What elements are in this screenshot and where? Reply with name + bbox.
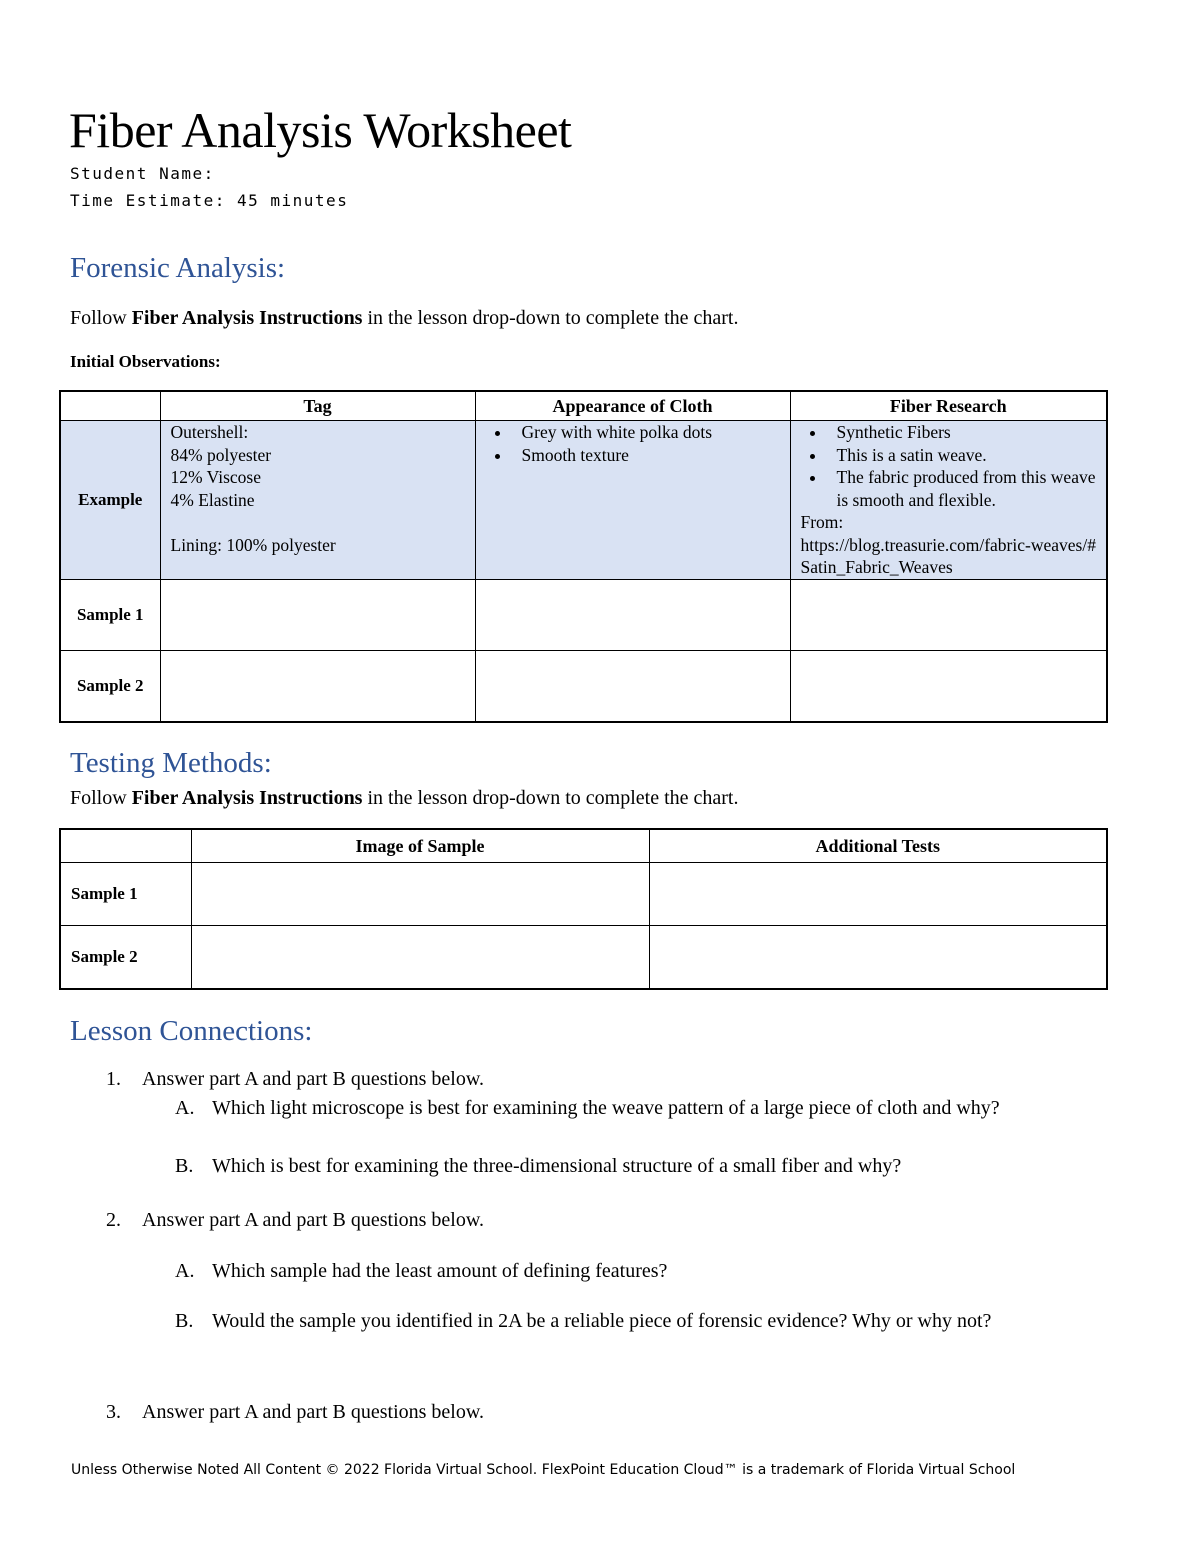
question-text: Answer part A and part B questions below. — [142, 1401, 484, 1423]
part-text: Which is best for examining the three-dimensional structure of a small fiber and why? — [212, 1155, 902, 1177]
header-additional-tests: Additional Tests — [649, 829, 1107, 863]
part-text: Which sample had the least amount of defining features? — [212, 1260, 668, 1282]
tag-line: Outershell: — [170, 422, 249, 442]
page-title: Fiber Analysis Worksheet — [69, 102, 572, 158]
question-text: Answer part A and part B questions below. — [142, 1209, 484, 1231]
test-sample-2-label: Sample 2 — [60, 926, 191, 990]
instr-suffix: in the lesson drop-down to complete the chart. — [362, 307, 739, 329]
example-tag-cell[interactable] — [160, 421, 475, 580]
sample-1-row — [60, 579, 1107, 650]
example-research-cell[interactable] — [790, 421, 1107, 580]
part-label: A. — [175, 1097, 195, 1119]
part-label: B. — [175, 1155, 194, 1177]
example-appearance-cell[interactable] — [475, 421, 790, 580]
question-text: Answer part A and part B questions below. — [142, 1068, 484, 1090]
tag-line: 84% polyester — [170, 444, 272, 465]
part-label: A. — [175, 1260, 195, 1282]
tag-line: 12% Viscose — [170, 467, 261, 487]
sample-2-label: Sample 2 — [60, 650, 160, 722]
time-estimate: Time Estimate: 45 minutes — [70, 191, 349, 210]
appearance-bullet: • Smooth texture — [512, 444, 780, 467]
lesson-connections-heading: Lesson Connections: — [70, 1015, 313, 1047]
instr-bold-link-text: Fiber Analysis Instructions — [131, 787, 363, 809]
header-image-of-sample: Image of Sample — [191, 829, 649, 863]
testing-table — [59, 828, 1108, 990]
forensic-analysis-heading: Forensic Analysis: — [70, 252, 286, 284]
sample-1-tag-cell[interactable] — [160, 579, 475, 650]
appearance-bullet: • Grey with white polka dots — [512, 421, 780, 444]
header-empty — [60, 391, 160, 421]
research-bullet: • Synthetic Fibers — [827, 421, 1097, 444]
observations-table — [59, 390, 1108, 723]
test-sample-1-row — [60, 863, 1107, 926]
tag-line: Lining: 100% polyester — [170, 534, 336, 555]
sample-1-appearance-cell[interactable] — [475, 579, 790, 650]
instr-prefix: Follow — [70, 307, 132, 329]
part-label: B. — [175, 1310, 194, 1332]
sample-1-research-cell[interactable] — [790, 579, 1107, 650]
initial-observations-label: Initial Observations: — [70, 352, 221, 371]
header-empty — [60, 829, 191, 863]
testing-instructions — [70, 786, 738, 810]
research-bullet: • This is a satin weave. — [827, 444, 1097, 467]
test-sample-2-tests-cell[interactable] — [649, 926, 1107, 990]
forensic-instructions — [70, 306, 738, 330]
example-row — [60, 421, 1107, 580]
test-sample-1-tests-cell[interactable] — [649, 863, 1107, 926]
question-number: 1. — [106, 1068, 121, 1090]
sample-2-tag-cell[interactable] — [160, 650, 475, 722]
test-sample-1-image-cell[interactable] — [191, 863, 649, 926]
tag-line — [171, 511, 465, 534]
example-label: Example — [60, 421, 160, 580]
sample-2-research-cell[interactable] — [790, 650, 1107, 722]
header-fiber-research: Fiber Research — [790, 391, 1107, 421]
question-number: 2. — [106, 1209, 121, 1231]
instr-prefix: Follow — [70, 787, 132, 809]
part-text: Which light microscope is best for examining the weave pattern of a large piece of cloth and why? — [212, 1097, 1000, 1119]
test-sample-2-row — [60, 926, 1107, 990]
sample-1-label: Sample 1 — [60, 579, 160, 650]
source-url: https://blog.treasurie.com/fabric-weaves/#Satin_Fabric_Weaves — [800, 534, 1096, 577]
header-appearance: Appearance of Cloth — [475, 391, 790, 421]
part-text: Would the sample you identified in 2A be a reliable piece of forensic evidence? Why or why not? — [212, 1310, 992, 1332]
header-tag: Tag — [160, 391, 475, 421]
instr-suffix: in the lesson drop-down to complete the chart. — [362, 787, 739, 809]
instr-bold-link-text: Fiber Analysis Instructions — [131, 307, 363, 329]
tag-line: 4% Elastine — [170, 489, 255, 510]
sample-2-row — [60, 650, 1107, 722]
question-number: 3. — [106, 1401, 121, 1423]
testing-methods-heading: Testing Methods: — [70, 747, 272, 779]
sample-2-appearance-cell[interactable] — [475, 650, 790, 722]
test-sample-2-image-cell[interactable] — [191, 926, 649, 990]
test-sample-1-label: Sample 1 — [60, 863, 191, 926]
source-label: From: — [800, 512, 844, 532]
research-bullet: • The fabric produced from this weave is smooth and flexible. — [827, 466, 1097, 511]
research-source — [791, 511, 1097, 579]
student-name-label: Student Name: — [70, 164, 215, 183]
footer-copyright: Unless Otherwise Noted All Content © 2022 Florida Virtual School. FlexPoint Education Cloud™ is a trademark of Florida Virtual School — [71, 1462, 1016, 1478]
